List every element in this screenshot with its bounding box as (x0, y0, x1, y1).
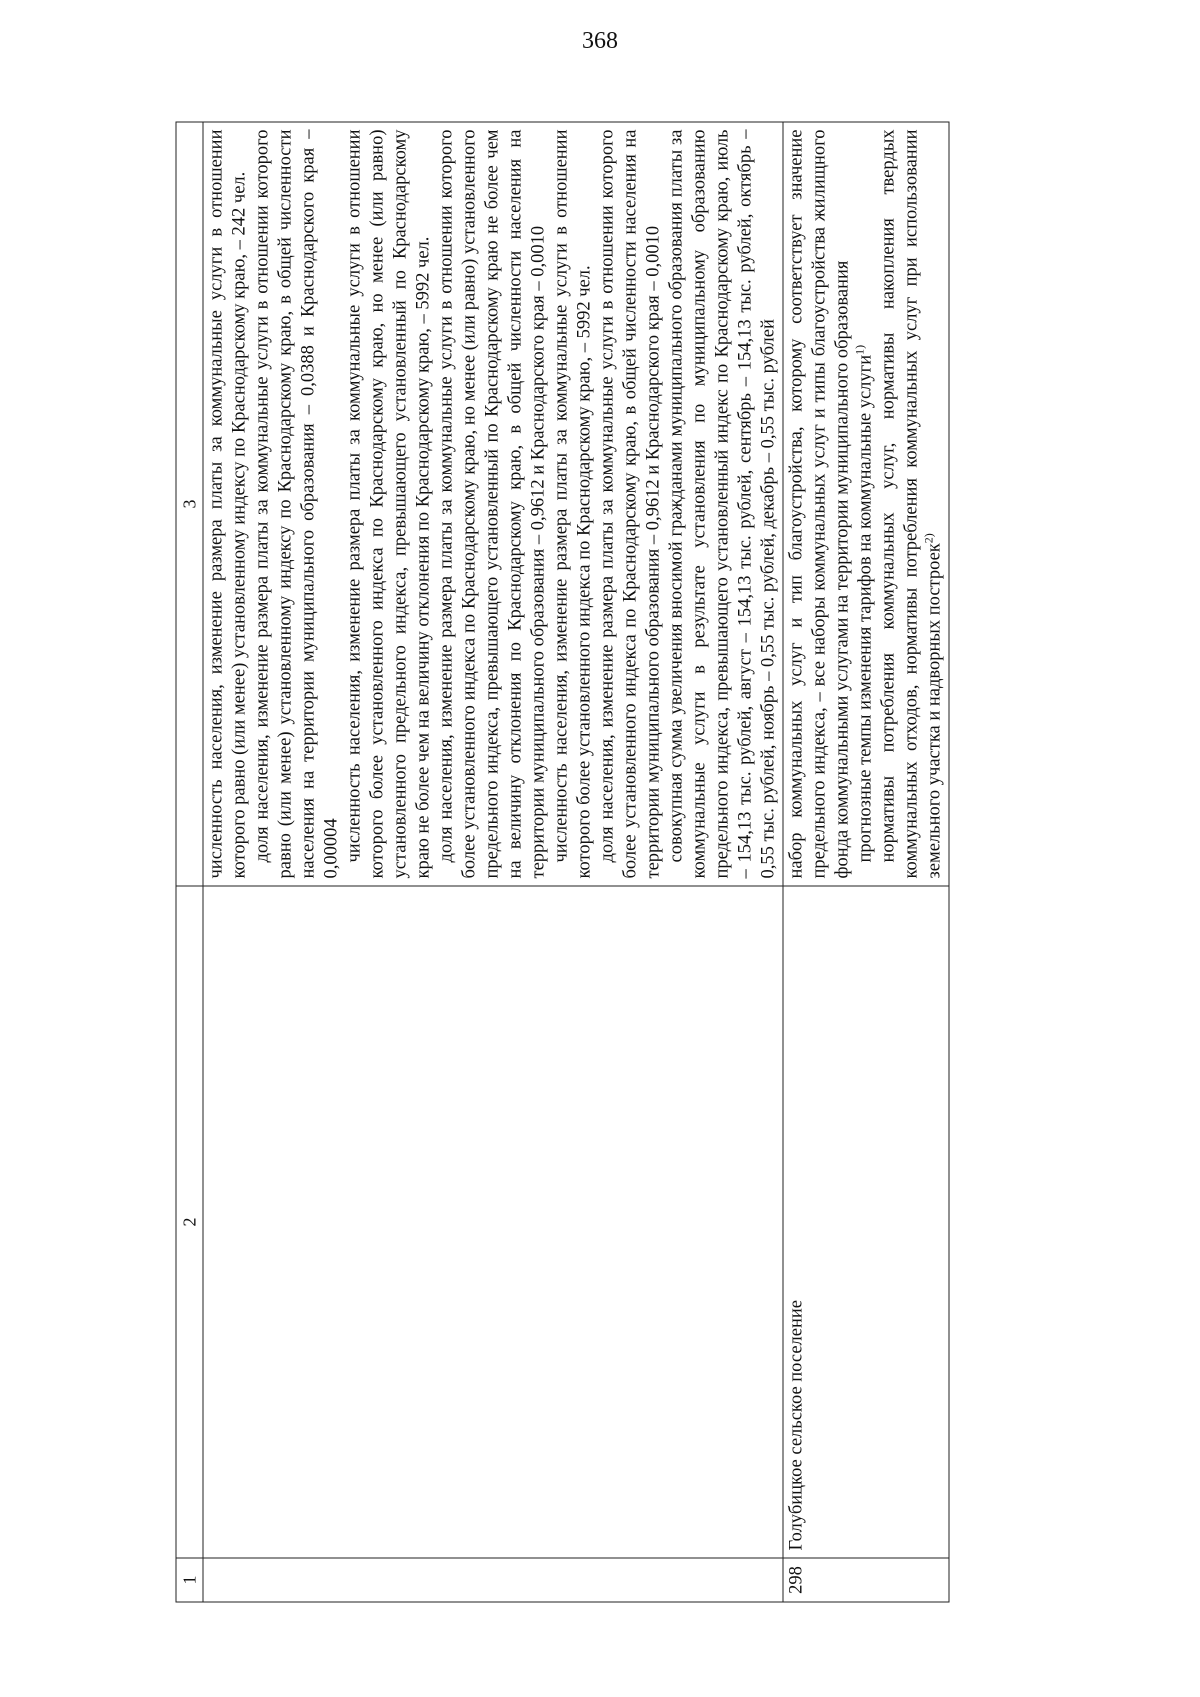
paragraph (877, 129, 946, 878)
page-number: 368 (582, 28, 618, 54)
row-name-cell (203, 886, 783, 1558)
paragraph: набор коммунальных услуг и тип благоустройства, которому соответствует значение предельного индекса, – все наборы коммунальных услуг и типы благоустройства жилищного фонда коммунальными услугами на территории муниципального образования (786, 129, 852, 878)
paragraph: доля населения, изменение размера платы за коммунальные услуги в отношении которого более установленного индекса по Краснодарскому краю, но менее (или равно) установленного предельного индекса, превышающего установленный по Краснодарскому краю не более чем на величину отклонения по Краснодарскому краю, в общей численности населения на территории муниципального образования – 0,9612 и Краснодарского края – 0,0010 (436, 129, 548, 878)
paragraph: численность населения, изменение размера платы за коммунальные услуги в отношении которого более установленного индекса по Краснодарскому краю, – 5992 чел. (551, 129, 594, 878)
row-number-cell (203, 1558, 783, 1602)
table-header-row (176, 122, 203, 1602)
data-table (175, 121, 949, 1602)
paragraph: доля населения, изменение размера платы за коммунальные услуги в отношении которого более установленного индекса по Краснодарскому краю, в общей численности населения на территории муниципального образования – 0,9612 и Краснодарского края – 0,0010 (597, 129, 663, 878)
header-col-1: 1 (176, 1558, 203, 1602)
footnote-marker: 2) (920, 532, 935, 543)
paragraph-text: нормативы потребления коммунальных услуг, нормативы накопления твердых коммунальных отходов, нормативы потребления коммунальных услуг при использовании земельного участка и надворных построек (878, 129, 944, 878)
paragraph-text: прогнозные темпы изменения тарифов на коммунальные услуги (855, 354, 875, 862)
paragraph: численность населения, изменение размера платы за коммунальные услуги в отношении которого более установленного индекса по Краснодарскому краю, но менее (или равно) установленного предельного индекса, превышающего установленный по Краснодарскому краю не более чем на величину отклонения по Краснодарскому краю, – 5992 чел. (344, 129, 433, 878)
paragraph (851, 129, 877, 878)
table-frame (175, 122, 1030, 1602)
row-content-cell (203, 122, 783, 886)
paragraph: доля населения, изменение размера платы за коммунальные услуги в отношении которого равно (или менее) установленному индексу по Краснодарскому краю, в общей численности населения на территории муниципального образования – 0,0388 и Краснодарского края – 0,00004 (252, 129, 341, 878)
row-number-cell: 298 (783, 1558, 949, 1602)
row-content-cell (783, 122, 949, 886)
header-col-2: 2 (176, 886, 203, 1558)
footnote-marker: 1) (851, 344, 866, 355)
row-name-cell: Голубицкое сельское поселение (783, 886, 949, 1558)
header-col-3: 3 (176, 122, 203, 886)
paragraph: совокупная сумма увеличения вносимой гражданами муниципального образования платы за коммунальные услуги в результате установления по муниципальному образованию предельного индекса, превышающего установленный индекс по Краснодарскому краю, июль – 154,13 тыс. рублей, август – 154,13 тыс. рублей, сентябрь – 154,13 тыс. рублей, октябрь – 0,55 тыс. рублей, ноябрь – 0,55 тыс. рублей, декабрь – 0,55 тыс. рублей (666, 129, 778, 878)
rotated-table-container (175, 122, 1030, 1602)
paragraph: численность населения, изменение размера платы за коммунальные услуги в отношении которого равно (или менее) установленному индексу по Краснодарскому краю, – 242 чел. (206, 129, 249, 878)
table-row (203, 122, 783, 1602)
table-row (783, 122, 949, 1602)
